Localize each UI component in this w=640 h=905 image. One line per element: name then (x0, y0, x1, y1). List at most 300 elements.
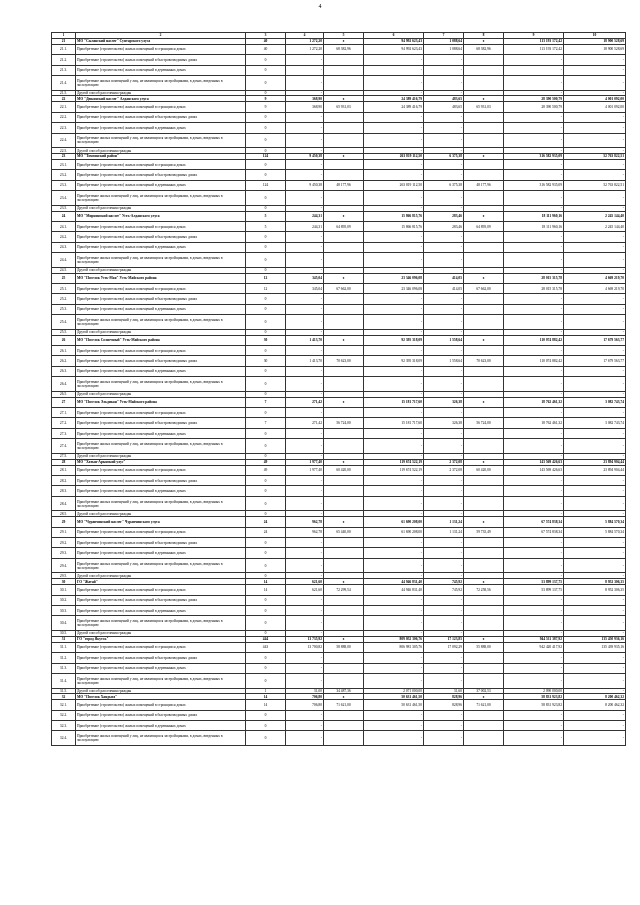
cell-cost: 92 395 318,09 (364, 356, 424, 366)
cell-area-new: 1 131,24 (424, 517, 464, 527)
cell-difference: - (564, 346, 626, 356)
cell-count: 24 (246, 527, 286, 537)
cell-price-new: 48 177,96 (464, 180, 504, 190)
cell-cost: 44 946 831,40 (364, 585, 424, 595)
row-number: 29.1. (52, 527, 76, 537)
table-row (52, 605, 626, 615)
cell-price-new (464, 304, 504, 314)
cell-area-new: - (424, 408, 464, 418)
row-description: МО "Хатын-Арынский улус" (76, 459, 246, 465)
cell-count: 5 (246, 211, 286, 221)
cell-cost-new: - (504, 315, 564, 330)
cell-difference: - (564, 630, 626, 636)
cell-area-new: - (424, 170, 464, 180)
cell-price (324, 538, 364, 548)
cell-cost-new: - (504, 439, 564, 454)
cell-cost-new: - (504, 653, 564, 663)
cell-cost: 50 631 461,50 (364, 700, 424, 710)
cell-price-new (464, 253, 504, 268)
cell-price-new: х (464, 517, 504, 527)
cell-area-new: - (424, 538, 464, 548)
cell-count: 0 (246, 65, 286, 75)
cell-cost-new: - (504, 112, 564, 122)
cell-difference: 5 884 570,34 (564, 527, 626, 537)
cell-area-new: - (424, 653, 464, 663)
cell-price-new (464, 65, 504, 75)
cell-cost: - (364, 653, 424, 663)
cell-cost: - (364, 453, 424, 459)
cell-cost-new: - (504, 191, 564, 206)
cell-count: 0 (246, 391, 286, 397)
cell-cost-new: - (504, 205, 564, 211)
cell-cost-new: - (504, 673, 564, 688)
cell-price (324, 710, 364, 720)
row-number: 29.2. (52, 538, 76, 548)
row-description: Приобретение (строительство) жилых помещений в строящихся домах (76, 283, 246, 293)
cell-price (324, 159, 364, 169)
cell-area: - (286, 558, 324, 573)
cell-area: - (286, 453, 324, 459)
cell-difference: - (564, 294, 626, 304)
row-description: МО "Поселок Хандыга" (76, 694, 246, 700)
cell-area-new: - (424, 558, 464, 573)
cell-count: 30 (246, 356, 286, 366)
cell-area: - (286, 170, 324, 180)
cell-cost-new: - (504, 133, 564, 148)
cell-price-new: 67 662,00 (464, 283, 504, 293)
table-row (52, 700, 626, 710)
column-number: 5 (324, 33, 364, 39)
cell-cost: - (364, 616, 424, 631)
row-description: Приобретение жилых помещений у лиц, не являющихся застройщиками, в домах, введенных в эксплуатацию (76, 439, 246, 454)
cell-area: - (286, 304, 324, 314)
table-row (52, 75, 626, 90)
cell-difference: - (564, 159, 626, 169)
cell-count: 14 (246, 700, 286, 710)
cell-area: 31,00 (286, 688, 324, 694)
cell-count: 14 (246, 694, 286, 700)
row-number: 30.4. (52, 616, 76, 631)
row-number: 29 (52, 517, 76, 527)
cell-count: 0 (246, 191, 286, 206)
cell-count: 0 (246, 148, 286, 154)
cell-area-new: - (424, 476, 464, 486)
cell-price (324, 232, 364, 242)
cell-count: 0 (246, 159, 286, 169)
cell-price (324, 653, 364, 663)
row-number: 21 (52, 38, 76, 44)
cell-count: 7 (246, 397, 286, 407)
cell-area: - (286, 511, 324, 517)
cell-price (324, 75, 364, 90)
cell-price (324, 731, 364, 746)
cell-price-new (464, 294, 504, 304)
cell-area-new: - (424, 253, 464, 268)
cell-area-new: 414,05 (424, 283, 464, 293)
cell-count: 0 (246, 377, 286, 392)
row-number: 21.2. (52, 55, 76, 65)
cell-area-new: 828,96 (424, 694, 464, 700)
cell-cost: - (364, 408, 424, 418)
cell-difference: - (564, 710, 626, 720)
cell-count: 0 (246, 346, 286, 356)
cell-area-new: 828,96 (424, 700, 464, 710)
row-description: ГО "Жатай" (76, 579, 246, 585)
cell-cost-new: - (504, 65, 564, 75)
row-number: 22.4. (52, 133, 76, 148)
cell-cost-new: 67 574 838,34 (504, 527, 564, 537)
cell-cost: 15 866 815,76 (364, 221, 424, 231)
cell-price: х (324, 517, 364, 527)
cell-area: 271,42 (286, 418, 324, 428)
row-description: Приобретение (строительство) жилых помещений в строящихся домах (76, 221, 246, 231)
cell-area: 13 735,92 (286, 636, 324, 642)
cell-price-new (464, 673, 504, 688)
cell-difference: 8 200 462,32 (564, 694, 626, 700)
cell-cost-new: - (504, 595, 564, 605)
cell-cost: - (364, 731, 424, 746)
cell-count: 0 (246, 453, 286, 459)
cell-difference: - (564, 191, 626, 206)
cell-cost: - (364, 538, 424, 548)
table-row (52, 191, 626, 206)
row-number: 29.5. (52, 573, 76, 579)
cell-area-new: - (424, 159, 464, 169)
cell-difference: 2 245 144,40 (564, 221, 626, 231)
cell-price-new: х (464, 694, 504, 700)
cell-cost: - (364, 75, 424, 90)
table-row (52, 346, 626, 356)
cell-area-new: 483,65 (424, 102, 464, 112)
cell-area-new: - (424, 595, 464, 605)
cell-cost-new: - (504, 123, 564, 133)
cell-price: х (324, 694, 364, 700)
cell-cost: - (364, 55, 424, 65)
cell-difference: - (564, 653, 626, 663)
row-number: 24.5. (52, 267, 76, 273)
cell-price-new (464, 75, 504, 90)
cell-price (324, 65, 364, 75)
table-row (52, 102, 626, 112)
cell-cost-new: - (504, 159, 564, 169)
cell-cost-new: 18 111 960,16 (504, 221, 564, 231)
cell-cost-new: - (504, 294, 564, 304)
cell-area: - (286, 232, 324, 242)
table-row (52, 653, 626, 663)
cell-difference: - (564, 428, 626, 438)
cell-area: - (286, 653, 324, 663)
table-row-municipality (52, 397, 626, 407)
row-description: Приобретение (строительство) жилых помещений в быстровозводимых домах (76, 232, 246, 242)
row-number: 21.5. (52, 90, 76, 96)
cell-cost-new: - (504, 663, 564, 673)
row-description: Другой способ расселения граждан (76, 267, 246, 273)
cell-cost-new: - (504, 616, 564, 631)
cell-difference: 135 450 936,16 (564, 636, 626, 642)
row-description: Другой способ расселения граждан (76, 573, 246, 579)
cell-area: - (286, 731, 324, 746)
cell-price-new (464, 377, 504, 392)
cell-count: 0 (246, 315, 286, 330)
cell-cost-new: - (504, 267, 564, 273)
cell-area: - (286, 721, 324, 731)
cell-price-new (464, 486, 504, 496)
cell-count: 0 (246, 710, 286, 720)
cell-area: 1 977,40 (286, 465, 324, 475)
cell-price-new (464, 315, 504, 330)
cell-cost-new: 28 390 500,79 (504, 102, 564, 112)
row-number: 28.1. (52, 465, 76, 475)
cell-area: - (286, 366, 324, 376)
table-row (52, 439, 626, 454)
cell-cost-new: 316 582 935,09 (504, 153, 564, 159)
table-row (52, 315, 626, 330)
cell-difference: 4 669 219,70 (564, 283, 626, 293)
cell-cost-new: - (504, 408, 564, 418)
row-description: Приобретение жилых помещений у лиц, не являющихся застройщиками, в домах, введенных в эксплуатацию (76, 377, 246, 392)
row-description: Приобретение (строительство) жилых помещений в деревянных домах (76, 123, 246, 133)
cell-cost: - (364, 595, 424, 605)
cell-price-new: х (464, 636, 504, 642)
cell-area: 1 413,70 (286, 356, 324, 366)
cell-area: 368,90 (286, 102, 324, 112)
row-number: 27.1. (52, 408, 76, 418)
cell-difference: 18 900 528,69 (564, 44, 626, 54)
cell-difference: 18 900 528,69 (564, 38, 626, 44)
cell-cost: - (364, 558, 424, 573)
cell-difference: 17 679 563,77 (564, 335, 626, 345)
cell-price: 71 621,00 (324, 700, 364, 710)
table-row (52, 538, 626, 548)
cell-price: 64 895,09 (324, 221, 364, 231)
cell-count: 12 (246, 283, 286, 293)
cell-cost: - (364, 294, 424, 304)
cell-cost-new: - (504, 170, 564, 180)
cell-count: 0 (246, 595, 286, 605)
table-row (52, 232, 626, 242)
cell-price-new: х (464, 579, 504, 585)
cell-cost-new: 67 574 838,34 (504, 517, 564, 527)
cell-cost: 24 389 416,79 (364, 96, 424, 102)
cell-area: - (286, 439, 324, 454)
cell-area: 962,78 (286, 517, 324, 527)
row-number: 24.4. (52, 253, 76, 268)
table-row (52, 221, 626, 231)
cell-area: - (286, 428, 324, 438)
cell-count: 0 (246, 55, 286, 65)
cell-count: 24 (246, 517, 286, 527)
cell-difference: - (564, 548, 626, 558)
cell-difference: 52 763 822,51 (564, 180, 626, 190)
cell-price: 56 724,00 (324, 418, 364, 428)
cell-area-new: 6 375,38 (424, 180, 464, 190)
row-number: 29.3. (52, 548, 76, 558)
row-description: МО "Сыланский наслег" Сунтарского улуса (76, 38, 246, 44)
column-number: 9 (504, 33, 564, 39)
cell-cost: - (364, 65, 424, 75)
row-description: МО "Поселок Солнечный" Усть-Майского района (76, 335, 246, 345)
row-number: 23 (52, 153, 76, 159)
row-description: ГО "город Якутск" (76, 636, 246, 642)
cell-count: 0 (246, 673, 286, 688)
column-number: 2 (76, 33, 246, 39)
row-number: 31.5. (52, 688, 76, 694)
cell-area-new: - (424, 148, 464, 154)
row-description: Приобретение жилых помещений у лиц, не являющихся застройщиками, в домах, введенных в эксплуатацию (76, 133, 246, 148)
row-description: Приобретение (строительство) жилых помещений в быстровозводимых домах (76, 653, 246, 663)
cell-cost: 23 346 096,08 (364, 283, 424, 293)
cell-price-new (464, 170, 504, 180)
cell-price-new (464, 55, 504, 65)
cell-area-new: - (424, 366, 464, 376)
table-row (52, 731, 626, 746)
cell-price (324, 428, 364, 438)
table-row (52, 595, 626, 605)
row-number: 27 (52, 397, 76, 407)
table-row-municipality (52, 335, 626, 345)
cell-cost: - (364, 191, 424, 206)
cell-cost: - (364, 391, 424, 397)
row-number: 26.1. (52, 346, 76, 356)
cell-difference: 3 082 743,74 (564, 397, 626, 407)
row-number: 28.2. (52, 476, 76, 486)
cell-price (324, 112, 364, 122)
cell-area: - (286, 616, 324, 631)
cell-difference: - (564, 731, 626, 746)
cell-cost: 92 395 318,09 (364, 335, 424, 345)
cell-count: 0 (246, 428, 286, 438)
row-number: 30.1. (52, 585, 76, 595)
row-number: 23.4. (52, 191, 76, 206)
cell-difference: - (564, 721, 626, 731)
cell-difference: - (564, 90, 626, 96)
cell-price-new (464, 595, 504, 605)
table-row (52, 283, 626, 293)
cell-count: 0 (246, 476, 286, 486)
cell-area-new: - (424, 673, 464, 688)
cell-cost-new: 143 569 426,63 (504, 459, 564, 465)
row-number: 25.4. (52, 315, 76, 330)
cell-difference: - (564, 391, 626, 397)
cell-price (324, 548, 364, 558)
column-number: 6 (364, 33, 424, 39)
cell-area-new: - (424, 616, 464, 631)
cell-area-new: - (424, 112, 464, 122)
row-number: 24.2. (52, 232, 76, 242)
cell-area: 9 450,38 (286, 153, 324, 159)
table-row (52, 180, 626, 190)
cell-difference: - (564, 558, 626, 573)
cell-price-new (464, 232, 504, 242)
cell-price-new: х (464, 211, 504, 221)
row-description: Приобретение жилых помещений у лиц, не являющихся застройщиками, в домах, введенных в эксплуатацию (76, 191, 246, 206)
cell-area-new: - (424, 123, 464, 133)
cell-area-new: - (424, 55, 464, 65)
row-number: 31.2. (52, 653, 76, 663)
row-description: Другой способ расселения граждан (76, 205, 246, 211)
cell-area-new: 1 558,64 (424, 356, 464, 366)
cell-cost-new: 28 015 315,78 (504, 283, 564, 293)
row-description: Приобретение жилых помещений у лиц, не являющихся застройщиками, в домах, введенных в эксплуатацию (76, 673, 246, 688)
row-description: Другой способ расселения граждан (76, 688, 246, 694)
cell-cost: - (364, 673, 424, 688)
row-description: Приобретение (строительство) жилых помещений в быстровозводимых домах (76, 595, 246, 605)
cell-cost-new: - (504, 428, 564, 438)
cell-difference: - (564, 65, 626, 75)
cell-area-new: - (424, 721, 464, 731)
cell-difference: 4 001 092,00 (564, 96, 626, 102)
cell-area: - (286, 205, 324, 211)
cell-cost-new: - (504, 605, 564, 615)
row-description: Другой способ расселения граждан (76, 329, 246, 335)
row-description: Приобретение (строительство) жилых помещений в строящихся домах (76, 408, 246, 418)
row-number: 27.5. (52, 453, 76, 459)
cell-cost: 44 946 831,40 (364, 579, 424, 585)
row-number: 28 (52, 459, 76, 465)
row-description: МО "Поселок Усть-Мая" Усть-Майского района (76, 273, 246, 283)
column-number: 1 (52, 33, 76, 39)
cell-price (324, 294, 364, 304)
cell-price-new (464, 538, 504, 548)
cell-price (324, 346, 364, 356)
cell-difference: - (564, 304, 626, 314)
cell-cost: 806 981 305,76 (364, 642, 424, 652)
cell-area-new: 17 092,29 (424, 642, 464, 652)
cell-area-new: 326,38 (424, 418, 464, 428)
row-number: 30.3. (52, 605, 76, 615)
cell-area-new: - (424, 453, 464, 459)
cell-cost: - (364, 159, 424, 169)
row-number: 24 (52, 211, 76, 221)
cell-price-new (464, 428, 504, 438)
page-number: 4 (318, 4, 322, 10)
cell-price: 65 931,03 (324, 102, 364, 112)
cell-cost-new: - (504, 148, 564, 154)
row-description: Приобретение жилых помещений у лиц, не являющихся застройщиками, в домах, введенных в эксплуатацию (76, 731, 246, 746)
row-number: 28.5. (52, 511, 76, 517)
row-description: Приобретение (строительство) жилых помещений в деревянных домах (76, 548, 246, 558)
cell-cost: - (364, 90, 424, 96)
cell-area: 271,42 (286, 397, 324, 407)
cell-count: 0 (246, 731, 286, 746)
cell-count: 443 (246, 642, 286, 652)
row-description: Приобретение (строительство) жилых помещений в деревянных домах (76, 605, 246, 615)
cell-cost: - (364, 710, 424, 720)
cell-area: 706,80 (286, 700, 324, 710)
table-row (52, 253, 626, 268)
cell-area-new: - (424, 428, 464, 438)
row-number: 28.4. (52, 496, 76, 511)
cell-area-new: 2 372,08 (424, 459, 464, 465)
row-description: Приобретение (строительство) жилых помещений в деревянных домах (76, 663, 246, 673)
column-number: 4 (286, 33, 324, 39)
row-description: Приобретение (строительство) жилых помещений в деревянных домах (76, 721, 246, 731)
cell-cost: - (364, 170, 424, 180)
table-row-municipality (52, 211, 626, 221)
cell-area-new: 326,38 (424, 397, 464, 407)
cell-difference: - (564, 170, 626, 180)
cell-area-new: - (424, 710, 464, 720)
cell-area: 368,90 (286, 96, 324, 102)
cell-count: 0 (246, 123, 286, 133)
cell-cost-new: - (504, 710, 564, 720)
row-number: 32.3. (52, 721, 76, 731)
cell-price-new: х (464, 273, 504, 283)
cell-cost: - (364, 148, 424, 154)
cell-price-new: х (464, 459, 504, 465)
cell-price-new (464, 653, 504, 663)
row-description: Приобретение (строительство) жилых помещений в быстровозводимых домах (76, 418, 246, 428)
